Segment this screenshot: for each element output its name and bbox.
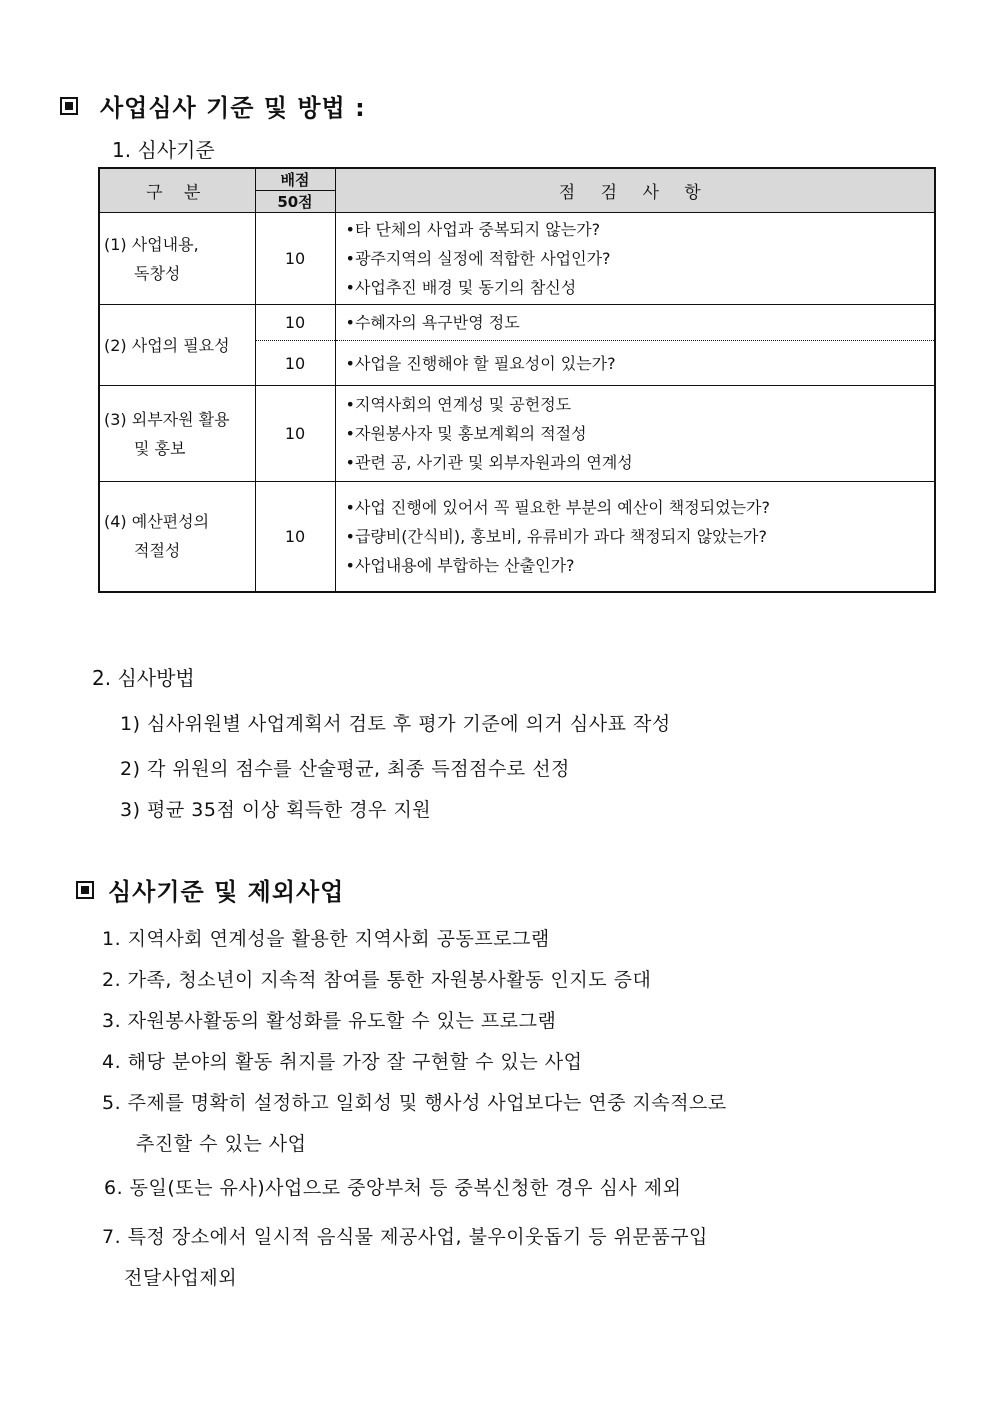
category-line2: 적절성 [134,541,181,561]
row-category [99,305,255,386]
method-item: 3) 평균 35점 이상 획득한 경우 지원 [120,799,432,821]
check-item: •지역사회의 연계성 및 공헌정도 [345,395,572,414]
list-item-continuation: 전달사업제외 [124,1267,238,1289]
header-score-label: 배점 [255,168,335,191]
section1-title: 사업심사 기준 및 방법 : [100,94,366,122]
check-item: •자원봉사자 및 홍보계획의 적절성 [345,424,587,443]
list-item: 1. 지역사회 연계성을 활용한 지역사회 공동프로그램 [102,928,550,950]
list-item-continuation: 추진할 수 있는 사업 [136,1133,307,1155]
category-line1: (1) 사업내용, [104,234,199,254]
header-check: 점 검 사 항 [335,168,935,213]
section2-title: 심사기준 및 제외사업 [108,878,345,906]
criteria-table [98,167,936,593]
check-item: •사업추진 배경 및 동기의 참신성 [345,278,577,297]
method-item: 2) 각 위원의 점수를 산술평균, 최종 득점점수로 선정 [120,758,570,780]
check-item: •사업 진행에 있어서 꼭 필요한 부분의 예산이 책정되었는가? [345,497,770,517]
category-line2: 독창성 [134,263,181,283]
category-line1: (3) 외부자원 활용 [104,409,230,429]
row-score: 10 [255,386,335,482]
category-line2: 및 홍보 [134,438,186,458]
list-item: 4. 해당 분야의 활동 취지를 가장 잘 구현할 수 있는 사업 [102,1051,583,1073]
list-item: 7. 특정 장소에서 일시적 음식물 제공사업, 불우이웃돕기 등 위문품구입 [102,1226,708,1248]
table-row [99,305,935,341]
category-line1: (4) 예산편성의 [104,512,210,532]
header-score-total: 50점 [255,191,335,213]
row-score: 10 [255,482,335,592]
row-score: 10 [255,213,335,305]
row-checks [335,482,935,592]
check-item: •광주지역의 실정에 적합한 사업인가? [345,249,611,268]
method-item: 1) 심사위원별 사업계획서 검토 후 평가 기준에 의거 심사표 작성 [120,713,671,735]
row-score: 10 [255,305,335,341]
row-category [99,482,255,592]
check-item: •관련 공, 사기관 및 외부자원과의 연계성 [345,453,633,472]
category-line1: (2) 사업의 필요성 [104,335,230,355]
header-category: 구 분 [99,168,255,213]
section2-heading [76,872,344,907]
table-row [99,482,935,592]
criteria-subtitle: 1. 심사기준 [112,138,215,162]
row-score: 10 [255,341,335,386]
list-item: 3. 자원봉사활동의 활성화를 유도할 수 있는 프로그램 [102,1010,557,1032]
check-item: •사업을 진행해야 할 필요성이 있는가? [335,341,935,386]
check-item: •수혜자의 욕구반영 정도 [335,305,935,341]
row-checks [335,386,935,482]
filled-square-bullet-icon [60,97,78,115]
table-row [99,213,935,305]
list-item: 6. 동일(또는 유사)사업으로 중앙부처 등 중복신청한 경우 심사 제외 [104,1177,682,1199]
table-row [99,386,935,482]
section1-heading [60,88,366,123]
row-category [99,213,255,305]
check-item: •사업내용에 부합하는 산출인가? [345,555,575,575]
list-item: 5. 주제를 명확히 설정하고 일회성 및 행사성 사업보다는 연중 지속적으로 [102,1092,727,1114]
list-item: 2. 가족, 청소년이 지속적 참여를 통한 자원봉사활동 인지도 증대 [102,969,652,991]
method-subtitle: 2. 심사방법 [92,666,195,690]
row-category [99,386,255,482]
filled-square-bullet-icon [76,881,94,899]
check-item: •타 단체의 사업과 중복되지 않는가? [345,220,601,239]
row-checks [335,213,935,305]
check-item: •급량비(간식비), 홍보비, 유류비가 과다 책정되지 않았는가? [345,526,768,546]
